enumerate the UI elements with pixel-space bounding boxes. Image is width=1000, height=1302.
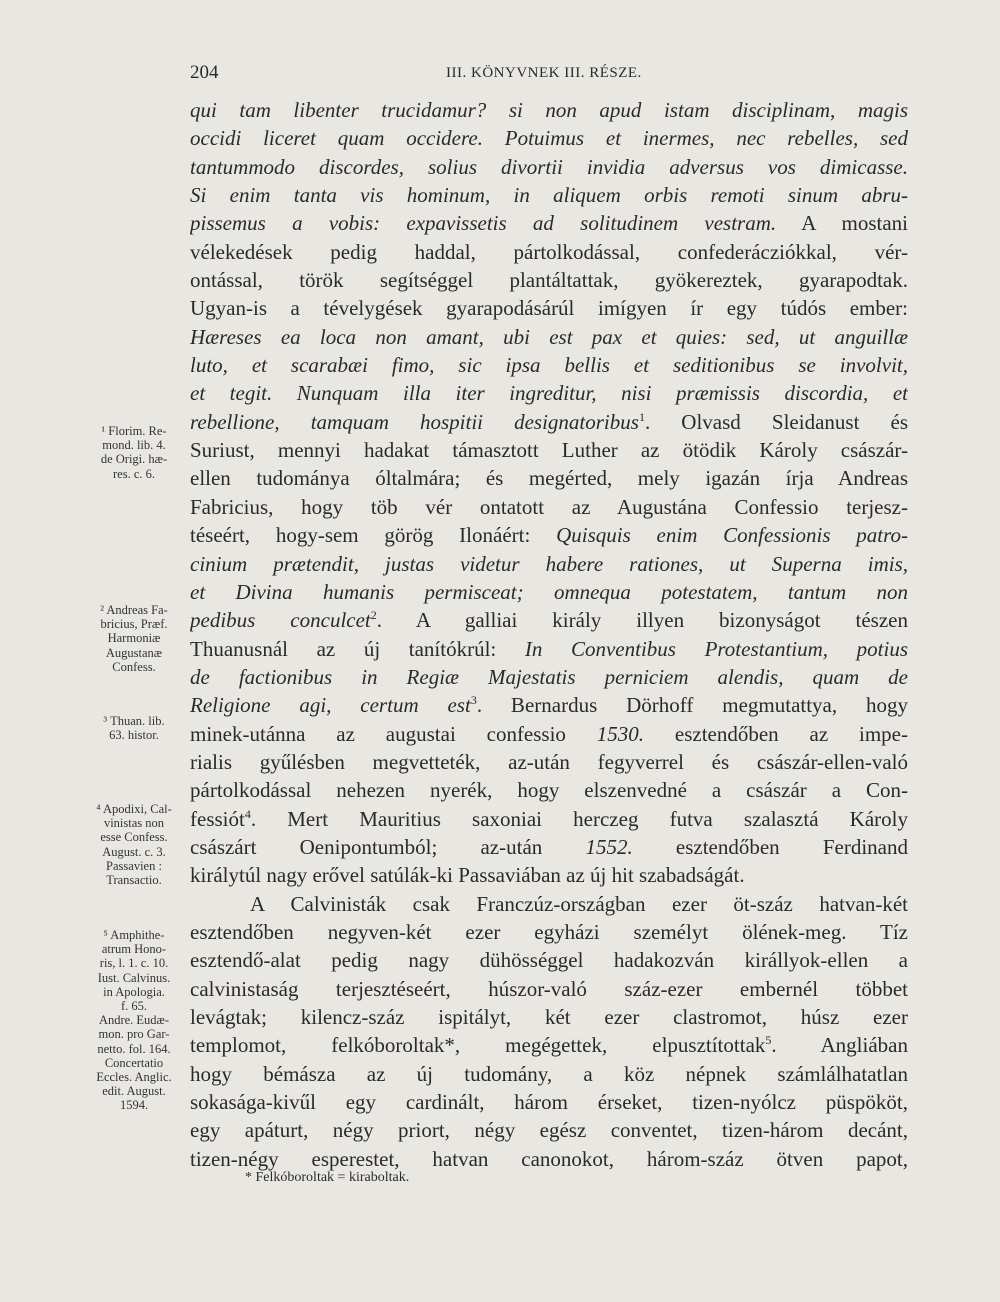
margin-note-line: 63. histor. [109,728,159,743]
text-segment: 1530. [596,721,645,746]
margin-note-line: ¹ Florim. Re- [101,424,167,438]
running-title: III. KÖNYVNEK III. RÉSZE. [446,65,642,81]
text-line [190,96,908,124]
footnote-ref: 5 [765,1033,772,1048]
margin-note-line: Eccles. Anglic. [96,1070,172,1085]
text-line [190,861,908,889]
margin-note-line: netto. fol. 164. [97,1041,171,1056]
margin-note [82,928,186,1113]
text-line [190,1003,908,1031]
text-line [190,805,908,833]
text-line [190,181,908,209]
text-segment: császárt Oenipontumból; az-után [190,834,586,859]
text-segment: Hæreses ea loca non amant, ubi est pax et quies: sed, ut anguillæ [190,324,908,349]
text-segment: téseért, hogy-sem görög Ilonáért: [190,523,557,548]
text-segment: luto, et scarabæi fimo, sic ipsa bellis et seditionibus se involvit, [190,353,908,378]
footnote-ref: 4 [244,806,251,821]
text-line [190,238,908,266]
text-segment: calvinistaság terjesztéseért, húszor-való száz-ezer embernél többet [190,976,908,1001]
margin-note-line: ris, l. 1. c. 10. [99,956,169,971]
margin-note-line: Passavien : [106,858,162,873]
margin-note-line: in Apologia. [103,984,165,999]
margin-note-line: de Origi. hæ- [100,452,168,467]
text-segment: levágtak; kilencz-száz ispitályt, két ezer clastromot, húsz ezer [190,1005,908,1029]
text-line [190,918,908,946]
margin-note-line: August. c. 3. [102,844,166,859]
text-line [190,436,908,464]
text-segment: . Angliában [771,1033,908,1058]
text-segment: . Olvasd Sleidanust és [644,409,908,434]
text-segment: esztendőben negyven-két ezer egyházi személyt ölének-meg. Tíz [190,919,908,944]
margin-note-line: Andre. Eudæ- [98,1013,170,1028]
text-segment: esztendőben Ferdinand [632,834,908,859]
text-line [190,351,908,379]
page-header [190,62,908,92]
text-line [190,323,908,351]
text-segment: esztendő-alat pedig nagy dühösséggel hadakozván királlyok-ellen a [190,948,908,973]
margin-note [82,424,186,481]
text-segment: Thuanusnál az új tanítókrúl: [190,636,525,661]
text-segment: rebellione, tamquam hospitii designatoribus [190,409,639,434]
text-segment: ontással, török segítséggel plantáltattak, gyökereztek, gyarapodtak. [190,268,908,293]
footnote: * Felkóboroltak = kiraboltak. [245,1170,410,1185]
text-line [190,833,908,861]
text-segment: . Mert Mauritius saxoniai herczeg futva szalasztá Károly [250,806,908,831]
text-segment: et Divina humanis permisceat; omnequa potestatem, tantum non [190,579,908,604]
text-line [190,946,908,974]
margin-note-line: Iust. Calvinus. [97,970,171,985]
text-line [190,153,908,181]
text-segment: pedibus conculcet [190,608,371,633]
text-segment: egy apáturt, négy priort, négy egész conventet, tizen-három decánt, [190,1118,908,1143]
text-segment: de factionibus in Regiæ Majestatis perniciem alendis, quam de [190,664,908,689]
text-line [190,890,908,918]
text-line [190,691,908,719]
text-line [190,521,908,549]
text-line [190,1031,908,1059]
margin-note-line: mon. pro Gar- [98,1027,170,1042]
text-segment: . A galliai király illyen bizonyságot tészen [376,608,908,633]
footnote-ref: 1 [638,409,645,424]
text-segment: Fabricius, hogy töb vér ontatott az Augustána Confessio terjesz- [190,494,908,519]
margin-note-line: ² Andreas Fa- [100,603,168,617]
text-segment: In Conventibus Protestantium, potius [524,636,908,661]
margin-note-line: Augustanæ [105,645,163,660]
text-segment: rialis gyűlésben megvetteték, az-után fegyverrel és császár-ellen-való [190,749,908,774]
margin-note-line: Transactio. [106,873,162,888]
text-segment: . Bernardus Dörhoff megmutattya, hogy [476,693,908,718]
margin-note-line: Concertatio [104,1055,164,1070]
text-segment: et tegit. Nunquam illa iter ingreditur, nisi præmissis discordia, et [190,381,908,406]
text-segment: ellen tudománya óltalmára; és megérted, mely igazán írja Andreas [190,466,908,491]
text-segment: tantummodo discordes, solius divortii invidia adversus vos dimicasse. [190,154,908,179]
text-segment: pártolkodással nehezen nyerék, hogy elszenvedné a császár a Con- [190,778,908,803]
text-line [190,720,908,748]
margin-note-line: edit. August. [102,1084,166,1099]
text-line [190,1145,908,1173]
page-number: 204 [190,62,219,83]
text-line [190,209,908,237]
text-line [190,748,908,776]
margin-note-line: Harmoniæ [107,631,161,646]
footnote-ref: 3 [470,693,477,708]
footnote-ref: 2 [370,608,377,623]
text-line [190,379,908,407]
text-segment: tizen-négy esperestet, hatvan canonokot, három-száz ötven papot, [190,1146,908,1171]
text-segment: esztendőben az impe- [644,721,908,746]
text-line [190,408,908,436]
text-line [190,266,908,294]
margin-note-line: res. c. 6. [113,466,155,481]
text-segment: cinium prætendit, justas videtur habere rationes, ut Superna imis, [190,551,908,576]
text-segment: minek-utánna az augustai confessio [190,721,597,746]
text-segment: A Calvinisták csak Franczúz-országban ezer öt-száz hatvan-két [250,891,908,916]
text-segment: Quisquis enim Confessionis patro- [556,523,908,548]
text-line [190,464,908,492]
margin-note-line: bricius, Præf. [100,617,168,632]
text-line [190,578,908,606]
text-segment: 1552. [585,834,633,859]
text-line [190,635,908,663]
margin-note-line: Confess. [112,659,156,674]
text-line [190,1060,908,1088]
text-line [190,294,908,322]
text-segment: fessiót [190,806,245,831]
text-line [190,1088,908,1116]
text-line [190,1116,908,1144]
margin-note-line: f. 65. [120,999,148,1014]
text-line [190,975,908,1003]
margin-note-line: ⁴ Apodixi, Cal- [96,802,172,816]
margin-note-line: mond. lib. 4. [102,438,166,453]
margin-note-line: vinistas non [103,816,165,831]
text-segment: Religione agi, certum est [190,693,471,718]
text-segment: Si enim tanta vis hominum, in aliquem orbis remoti sinum abru- [190,183,908,208]
text-segment: sokasága-kivűl egy cardinált, három érseket, tizen-nyólcz püspököt, [190,1090,908,1115]
text-line [190,493,908,521]
margin-note-line: 1594. [119,1098,149,1113]
text-segment: hogy bémásza az új tudomány, a köz népnek számlálhatatlan [190,1061,908,1086]
text-line [190,663,908,691]
text-segment: A mostani [776,211,908,236]
text-segment: templomot, felkóboroltak*, megégettek, elpusztítottak [190,1033,766,1058]
margin-note-line: atrum Hono- [101,942,167,957]
text-line [190,606,908,634]
text-line [190,550,908,578]
text-segment: Suriust, mennyi hadakat támasztott Luther az ötödik Károly császár- [190,438,908,463]
text-line [190,776,908,804]
margin-note [82,802,186,887]
text-segment: pissemus a vobis: expavissetis ad solitudinem vestram. [190,211,777,236]
text-segment: Ugyan-is a tévelygések gyarapodásárúl imígyen ír egy túdós ember: [190,296,908,321]
margin-note-line: esse Confess. [100,830,168,845]
margin-note-line: ⁵ Amphithe- [103,928,165,942]
text-segment: qui tam libenter trucidamur? si non apud istam disciplinam, magis [190,98,908,122]
body-text [190,96,908,1173]
text-segment: királytúl nagy erővel satúlák-ki Passaviában az új hit szabadságát. [190,863,745,888]
text-line [190,124,908,152]
text-segment: occidi liceret quam occidere. Potuimus et inermes, nec rebelles, sed [190,126,908,151]
margin-note [82,714,186,742]
text-segment: vélekedések pedig haddal, pártolkodással, confederácziókkal, vér- [190,239,908,264]
margin-note [82,603,186,674]
margin-note-line: ³ Thuan. lib. [103,714,165,728]
